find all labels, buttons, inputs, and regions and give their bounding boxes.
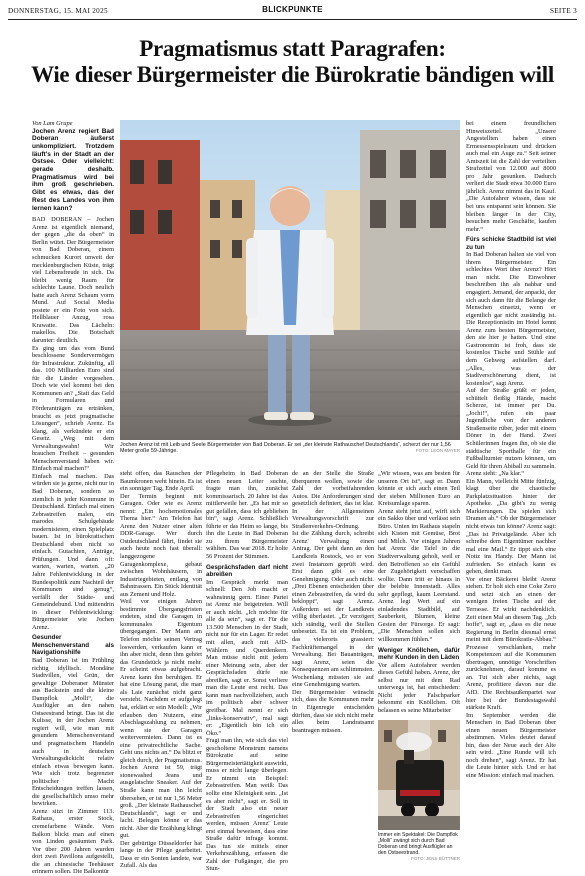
paragraph: Der gebürtige Düsseldorfer hat lange in der Pflege gearbeitet. Dass er ein Sonten landete, war Zufall. Als das	[120, 839, 202, 870]
caption-text: Jochen Arenz ist mit Leib und Seele Bürgermeister von Bad Doberan. Er sei „der kleinste Rathauschef Deutschlands“, scherzt der nur 1,56 Meter große 59-Jährige.	[120, 442, 451, 455]
photo-caption	[120, 442, 460, 455]
subheading: Weniger Knöllchen, dafür mehr Kunden in den Läden	[378, 646, 460, 662]
issue-date: DONNERSTAG, 15. MAI 2025	[8, 7, 108, 15]
subheading: Gesprächsfaden darf nicht abreißen	[206, 563, 288, 579]
section-title: BLICKPUNKTE	[262, 5, 323, 14]
author-byline: Von Lam Grupe	[32, 120, 73, 127]
paragraph: In Bad Doberan halten sie viel von ihrem Bürgermeister. Ein schlechtes Wort über Arenz? Hört man nicht. Die Einwohner beschreiben ihn als nahbar und engagiert. Jemand, der anpackt, der sich auch dann für die Belange der Menschen einsetzt, wenn er eigentlich gar nicht zuständig ist. Die Rezeptionistin im Hotel kennt Arenz zum besten Bürgermeister, den sie hier je hatten. Und eine Gastronomin ist froh, dass sie kostenlos Tische und Stühle auf dem Gehweg aufstellen darf. „Alles, was der Stadtverschönerung dient, ist kostenlos“, sagt Arenz.	[466, 251, 557, 387]
paragraph: Auf der Straße grüßt er jeden, schüttelt fleißig Hände, macht Scherze, ist immer per Du. „Jochi!“, rufen ein paar Jugendliche von der anderen Straßenseite rüber, jeder mit einem Döner in der Hand. Zwei Schülerinnen fragen ihn, ob sie die städtische Sporthalle für ein Fußballturnier nutzen können, um Geld für ihren Abiball zu sammeln. Arenz sieht: „Na klar.“	[466, 387, 556, 478]
paragraph: Es ging um das vom Bund beschlossene Sondervermögen für Infrastruktur. Zukünftig, all das. 100 Milliarden Euro sind für die Länder vorgesehen. Doch wie viel kommt bei den Kommunen an? „Statt das Geld in Formularen und Förderanträgen zu ertränken, braucht es jetzt pragmatische Lösungen“, schrieb Arenz. Es klang, als verkündete er ein Gesetz. „Weg mit dem Verwaltungswahn! Wir brauchen Freiheit – gesunden Menschenverstand haben wir. Einfach mal machen!“	[32, 344, 114, 473]
paragraph: Bad Doberan ist im Frühling richtig idyllisch. Mondäne Stadtvillen, viel Grün, der gewaltige Doberaner Münster aus Backstein und die kleine Dampflok „Molli“, die Ausflügler an den nahen Ostseestrand bringt. Das ist die Kulisse, in der Jochen Arenz regiert will, wie man mit gesundem Menschenverstand und pragmatischem Handeln auch in deutschen Verwaltungsdickicht relativ einfach etwas bewegen kann. Wie sich trotz begrenzter politischer Macht Entscheidungen treffen lassen, die gesellschaftlich umso mehr bewirken.	[32, 657, 114, 808]
masthead	[8, 4, 577, 18]
paragraph: Fragt man ihn, wie sich das viel gescholtene Monstrum namens Bürokratie auf seine Bürgermeistertätigkeit auswirkt, muss er nicht lange überlegen. Er nimmt ein Beispiel: Zebrastreifen. Man weiß: Das sollte eine Kleinigkeit sein. „Ist es aber nicht“, sagt er. Soll in der Stadt also ein neuer Zebrastreifen eingerichtet werden, müssen Arenz' Leute erst einmal beweisen, dass eine Straße dafür infrage kommt. Das tun sie mittels einer Verkehrszählung, erfassen die Zahl der Fußgänger, die pro Stun-	[206, 737, 288, 873]
mayor-photo	[120, 120, 460, 440]
paragraph: Einfach mal machen. Das würden sie ja gerne, nicht nur in Bad Doberan, sondern so ziemlich in jeder Kommune in Deutschland. Einfach mal einen Zebrastreifen malen, ein marodes Schulgebäude modernisieren, einen Spielplatz bauen. Ist in bürokratischen Deutschland eben nicht so einfach. Gutachten, Anträge, Prüfungen. Und dann oft: warten, warten, warten. „20 Jahre Fehlentwicklung in der Bundespolitik zum Nachteil der Kommunen sind genug“, verfällt der Städte- und Gemeindebund. Und mittendrin in dieser Fehlentwicklung: Bürgermeister wie Jochen Arenz.	[32, 472, 114, 631]
paragraph: Vor einer Bäckerei bleibt Arenz stehen. Er holt sich eine Coke Zero und setzt sich an einen der wenigen freien Tische auf der Terrasse. Er wirkt nachdenklich. Zeit einen Mal an diesem Tag. „Ich hoffe“, sagt er, „dass es die neue Regierung in Berlin diesmal ernst meint mit dem Bürokratie-Abbau.“ Prozesse verschlanken, mehr Kompetenzen auf die Kommunen übertragen, unnötige Vorschriften zurücknehmen, darauf komme es an. Tut sich aber nichts, sagt Arenz, profitiere davon nur die AfD. Die Rechtsaußenpartei war hier bei der Bundestagswahl stärkste Kraft.	[466, 575, 556, 712]
steam-train-illustration	[378, 720, 460, 830]
paragraph: bei einem freundlichen Hinweiszettel. „Unsere Angestellten haben einen Ermessensspielraum und drücken auch mal ein Auge zu.“ Seit seiner Amtszeit ist die Zahl der verteilten Strafzettel von 12.000 auf 8000 pro Jahr gesunken. Dadurch verliert die Stadt etwa 30.000 Euro jährlich. Arenz nimmt das in Kauf. „Die Autofahrer wissen, dass sie bei uns entspannt sein können. Sie bleiben länger in der City, besuchen mehr Geschäfte, kaufen mehr.“	[466, 120, 556, 233]
paragraph: Arenz sitzt in Zimmer 113. Rathaus, erster Stock, cremefarbene Wände. Vom Balkon blickt man auf einen von Linden gesäumten Park. Vor über 200 Jahren wurden dort zwei Pavillons aufgestellt, die an chinesische Teehäuser erinnern sollen. Die Balkontür	[32, 807, 114, 876]
page-number: SEITE 3	[549, 7, 577, 15]
paragraph: de an der Stelle die Straße überqueren wollen, sowie die Zahl der vorbeifahrenden Autos. Die Anforderungen sind gesetzlich definiert, das ist klar. In der Allgemeinen Verwaltungsvorschrift zur Straßenverkehrs-Ordnung.	[292, 470, 374, 530]
paragraph: Ist die Zählung durch, schreibt Arenz' Verwaltung einen Antrag. Der geht dann an den Landkreis Rostock, wo er von zwei Instanzen geprüft wird. Erst dann gibt es eine Genehmigung. Oder auch nicht. „Drei Ebenen entscheiden über einen Zebrastreifen, da wird du bekloppt“, sagt Arenz. Außerdem sei der Landkreis völlig überlastet. „Er verzögert sich ständig, weil die Stellen unbesetzt. Es ist ein Problem, das vielerorts grassiert: Fachkräftemangel in der Verwaltung. Bei Bauanträgen, sagt Arenz, seien die Konsequenzen am schlimmsten. Wochenlang müssten sie auf eine Genehmigung warten.	[292, 530, 374, 689]
article-column-6	[466, 120, 556, 865]
mayor-photo-illustration	[120, 120, 460, 440]
paragraph: steht offen, das Rauschen der Baumkronen weht hinein. Es ist ein sonniger Tag, Ende April.	[120, 470, 202, 493]
paragraph: Im Gespräch merkt man schnell: Den Job macht er wahnsinnig gern. Einer Partei ist Arenz nie beigetreten. Will er auch nicht. „Ich möchte für alle da sein“, sagt er. Für die 13.500 Menschen in der Stadt, nicht nur für ein Lager. Er redet mit allen, auch mit AfD-Wählern und Querdenkern. Man müsse nicht mit jedem einer Meinung sein, aber der Gesprächsfaden dürfe nie abreißen, sagt er. Sonst verliere man die Leute erst recht. Das kann man nachvollziehen, auch im politisch aber schwer greifbar. Mal nennt er sich „links-konservativ“, mal sagt er: „Eigentlich bin ich ein Öko.“	[206, 578, 288, 737]
subheading: Fürs schicke Stadtbild ist viel zu tun	[466, 236, 556, 251]
paragraph: Im September werden die Menschen in Bad Doberan über einen neuen Bürgermeister abstimmen. Vieles deutet darauf hin, dass der Neue auch der Alte sein wird. „Eine Runde will ich noch drehen“, sagt Arenz. Er hat die Leute hinter sich. Und er hat eine Mission: einfach mal machen.	[466, 711, 556, 780]
headline-line-1: Pragmatismus statt Paragrafen:	[139, 36, 446, 61]
photo-credit: FOTO: LEON MAYER	[415, 448, 460, 454]
article-lead: Jochen Arenz regiert Bad Doberan äußerst unkompliziert. Trotzdem läuft's in der Stadt an der Ostsee. Oder vielleicht: gerade deshalb. Pragmatismus wird bei ihm groß geschrieben. Gibt es etwas, das der Rest des Landes von ihm lernen kann?	[32, 127, 114, 212]
article-column-1	[32, 120, 114, 876]
paragraph: Jochen Arenz ist 59, trägt stonewashed Jeans und ausgelatschte Sneaker. Auf der Straße kann man ihn leicht übersehen, er ist nur 1,56 Meter groß. „Der kleinste Rathauschef Deutschlands“, sagt er und lacht. Belegen könne er das nicht. Aber die Erzählung klingt gut.	[120, 764, 202, 840]
article-column-2	[120, 470, 202, 870]
headline-line-2: Wie dieser Bürgermeister die Bürokratie bändigen will	[31, 62, 554, 87]
article-column-4	[292, 470, 374, 865]
article-column-5	[378, 470, 460, 716]
train-photo	[378, 720, 460, 830]
paragraph: Ein Mann, vielleicht Mitte fünfzig, klagt über die chaotische Parkplatzsituation hinter der Apotheke. „Da gibt's zu wenig Markierungen. Da spielen sich Dramen ab.“ Ob der Bürgermeister nicht etwas tun könne? Arenz sagt: „Das ist Privatgelände. Aber ich schreibe dem Eigentümer nachher mal eine Mail.“ Er tippt sich eine Notiz ins Handy. Der Mann ist zufrieden. So einfach kann es gehen, denkt man.	[466, 477, 556, 576]
train-photo-caption	[378, 832, 460, 862]
paragraph: Weil vor einigen Jahren bestimmte Übergangsfristen endeten, sind die Garagen in kommunales Eigentum übergegangen. Der Mann am Telefon möchte seinen Vertrag loswerden, verkaufen kann er ihn aber nicht, denn ihm gehört das Grundstück ja nicht mehr. Er scheint etwas aufgebracht. Arenz kann ihn beruhigen. Er hat eine Lösung parat, die man als Laie zunächst nicht ganz versteht. Nachdem er aufgelegt hat, erklärt er sein Modell: „Wir erlauben den Nutzern, eine Abschlagszahlung zu nehmen, wenn sie der Garagen weitervermieten. Dann ist es eine privatrechtliche Sache. Geht uns nichts an.“ Da blitzt er gleich durch, der Pragmatismus.	[120, 598, 202, 764]
paragraph: BAD DOBERAN – Jochen Arenz ist eigentlich niemand, der gegen „die da oben“ in Berlin wütet. Der Bürgermeister von Bad Doberan, einem schmucken Kurort unweit der mecklenburgischen Küste, trägt viel Lebensfreude in sich. Da bleibt wenig Raum für schlechte Laune. Doch neulich hatte auch Arenz Schaum vorm Mund. Auf Social Media postete er ein Foto von sich. Hellblauer Anzug, rosa Krawatte. Das Lächeln: makellos. Die Botschaft darunter: deutlich.	[32, 216, 114, 345]
photo-credit: FOTO: JENS BÜTTNER	[411, 856, 460, 861]
subheading: Gesunder Menschenverstand als Navigationshilfe	[32, 634, 114, 657]
paragraph: Der Termin beginnt mit Garagen. Oder wie es Arenz nennt: „Ein hochemotionales Thema hier.“ Am Telefon hat Arenz den Nutzer einer alten DDR-Garage. Wer durch Ostdeutschland fährt, findet sie auch heute noch fast überall: langgezogene Garagenkomplexe, gebaut zwischen Wohnhäusern, in Industriegebieten, entlang von Bahntrassen. Ein Stück Identität aus Zement und Holz.	[120, 492, 202, 598]
paragraph: Pflegeheim in Bad Doberan einen neuen Leiter suchte, fragte man ihn, zunächst kommissarisch. 20 Jahre ist das mittlerweile her. „Es hat mir so gut gefallen, dass ich geblieben bin“, sagt Arenz. Schließlich führte er das Heim so lange, bis ihn die Leute in Bad Doberan zu ihrem Bürgermeister wählten. Das war 2018. Er holte 56 Prozent der Stimmen.	[206, 470, 288, 561]
masthead-rule	[8, 19, 577, 20]
caption-text: Immer ein Spektakel: Die Dampflok „Molli“ zwängt sich durch Bad Doberan und bringt Ausflügler an den Ostseestrand.	[378, 832, 458, 856]
paragraph: Arenz steht jetzt auf, wirft sich ein Sakko über und verlässt sein Büro. Unten im Rathaus stapeln sich Kisten mit Gemüse, Brot und Milch. Vor einigen Jahren hat Arenz die Tafel in die Stadtverwaltung geholt, weil er den Betroffenen so ein Gefühl der Zugehörigkeit verschaffen wollte. Dann tritt er hinaus in die belebte Innenstadt. Alles sehr gepflegt, kaum Leerstand. Arenz legt Wert auf ein einladendes Stadtbild, auf Sauberkeit, Blumen, kleine Gesten der Fürsorge. Er sagt: „Die Menschen sollen sich willkommen fühlen.“	[378, 507, 460, 644]
paragraph: „Wir wissen, was am besten für unseren Ort ist“, sagt er. Dann könnte er sich auch einen Teil der sieben Millionen Euro an Kreisumlage sparen.	[378, 470, 460, 508]
article-column-3	[206, 470, 288, 873]
paragraph: Vor allem Autofahrer werden dieses Gefühl haben. Arenz, der selbst nur mit dem Rad unterwegs ist, hat entschieden: Nicht jeder Falschparker bekommt ein Knöllchen. Oft belassen es seine Mitarbeiter	[378, 661, 460, 714]
paragraph: Der Bürgermeister wünscht sich, dass die Kommunen mehr in Eigenregie entscheiden dürften, dass sie sich nicht mehr alles beim Landratsamt beantragen müssen.	[292, 688, 374, 734]
